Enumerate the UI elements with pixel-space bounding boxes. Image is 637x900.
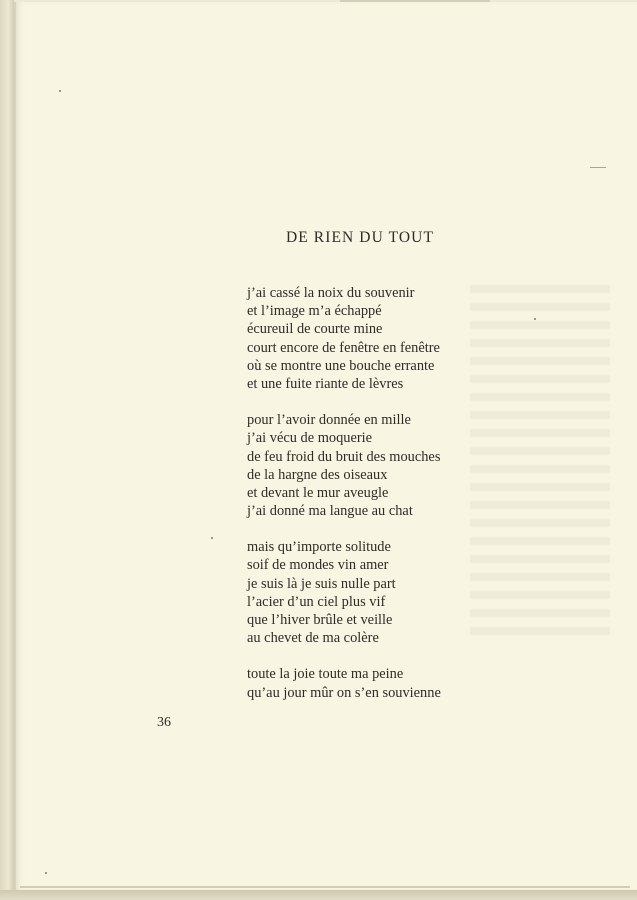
poem-line: et devant le mur aveugle: [247, 484, 389, 501]
binding-edge: [0, 0, 14, 900]
poem-line: je suis là je suis nulle part: [247, 575, 396, 592]
poem-line: écureuil de courte mine: [247, 321, 383, 338]
poem-line: l’acier d’un ciel plus vif: [247, 593, 386, 610]
paper-speck: [45, 872, 47, 874]
show-through-text: [470, 285, 610, 645]
poem-title: DE RIEN DU TOUT: [285, 229, 435, 246]
poem-line: court encore de fenêtre en fenêtre: [247, 339, 440, 356]
poem-line: toute la joie toute ma peine: [247, 666, 404, 683]
stanza: [247, 284, 441, 393]
stanza: [247, 411, 441, 520]
top-edge-mark: [340, 0, 490, 2]
page-number: 36: [157, 715, 171, 730]
bottom-edge: [0, 890, 637, 900]
stanza: [247, 538, 441, 647]
poem-line: qu’au jour mûr on s’en souvienne: [247, 684, 441, 701]
poem-line: soif de mondes vin amer: [247, 557, 389, 574]
poem-line: pour l’avoir donnée en mille: [247, 412, 411, 429]
paper-speck: [59, 90, 61, 92]
paper-speck: [534, 318, 536, 320]
poem-line: où se montre une bouche errante: [247, 357, 435, 374]
poem-line: j’ai donné ma langue au chat: [247, 503, 413, 520]
paper-speck: [211, 537, 213, 539]
poem-line: de feu froid du bruit des mouches: [247, 448, 441, 465]
poem-line: et l’image m’a échappé: [247, 303, 382, 320]
poem-body: [247, 284, 441, 720]
bottom-edge-line: [20, 886, 630, 888]
poem-line: mais qu’importe solitude: [247, 539, 391, 556]
poem-line: j’ai vécu de moquerie: [247, 430, 373, 447]
stanza: [247, 665, 441, 701]
poem-line: au chevet de ma colère: [247, 630, 379, 647]
poem-line: j’ai cassé la noix du souvenir: [247, 285, 415, 301]
poem-line: de la hargne des oiseaux: [247, 466, 388, 483]
poem-line: que l’hiver brûle et veille: [247, 612, 393, 628]
poem-line: et une fuite riante de lèvres: [247, 375, 404, 392]
paper-mark: [590, 167, 606, 168]
